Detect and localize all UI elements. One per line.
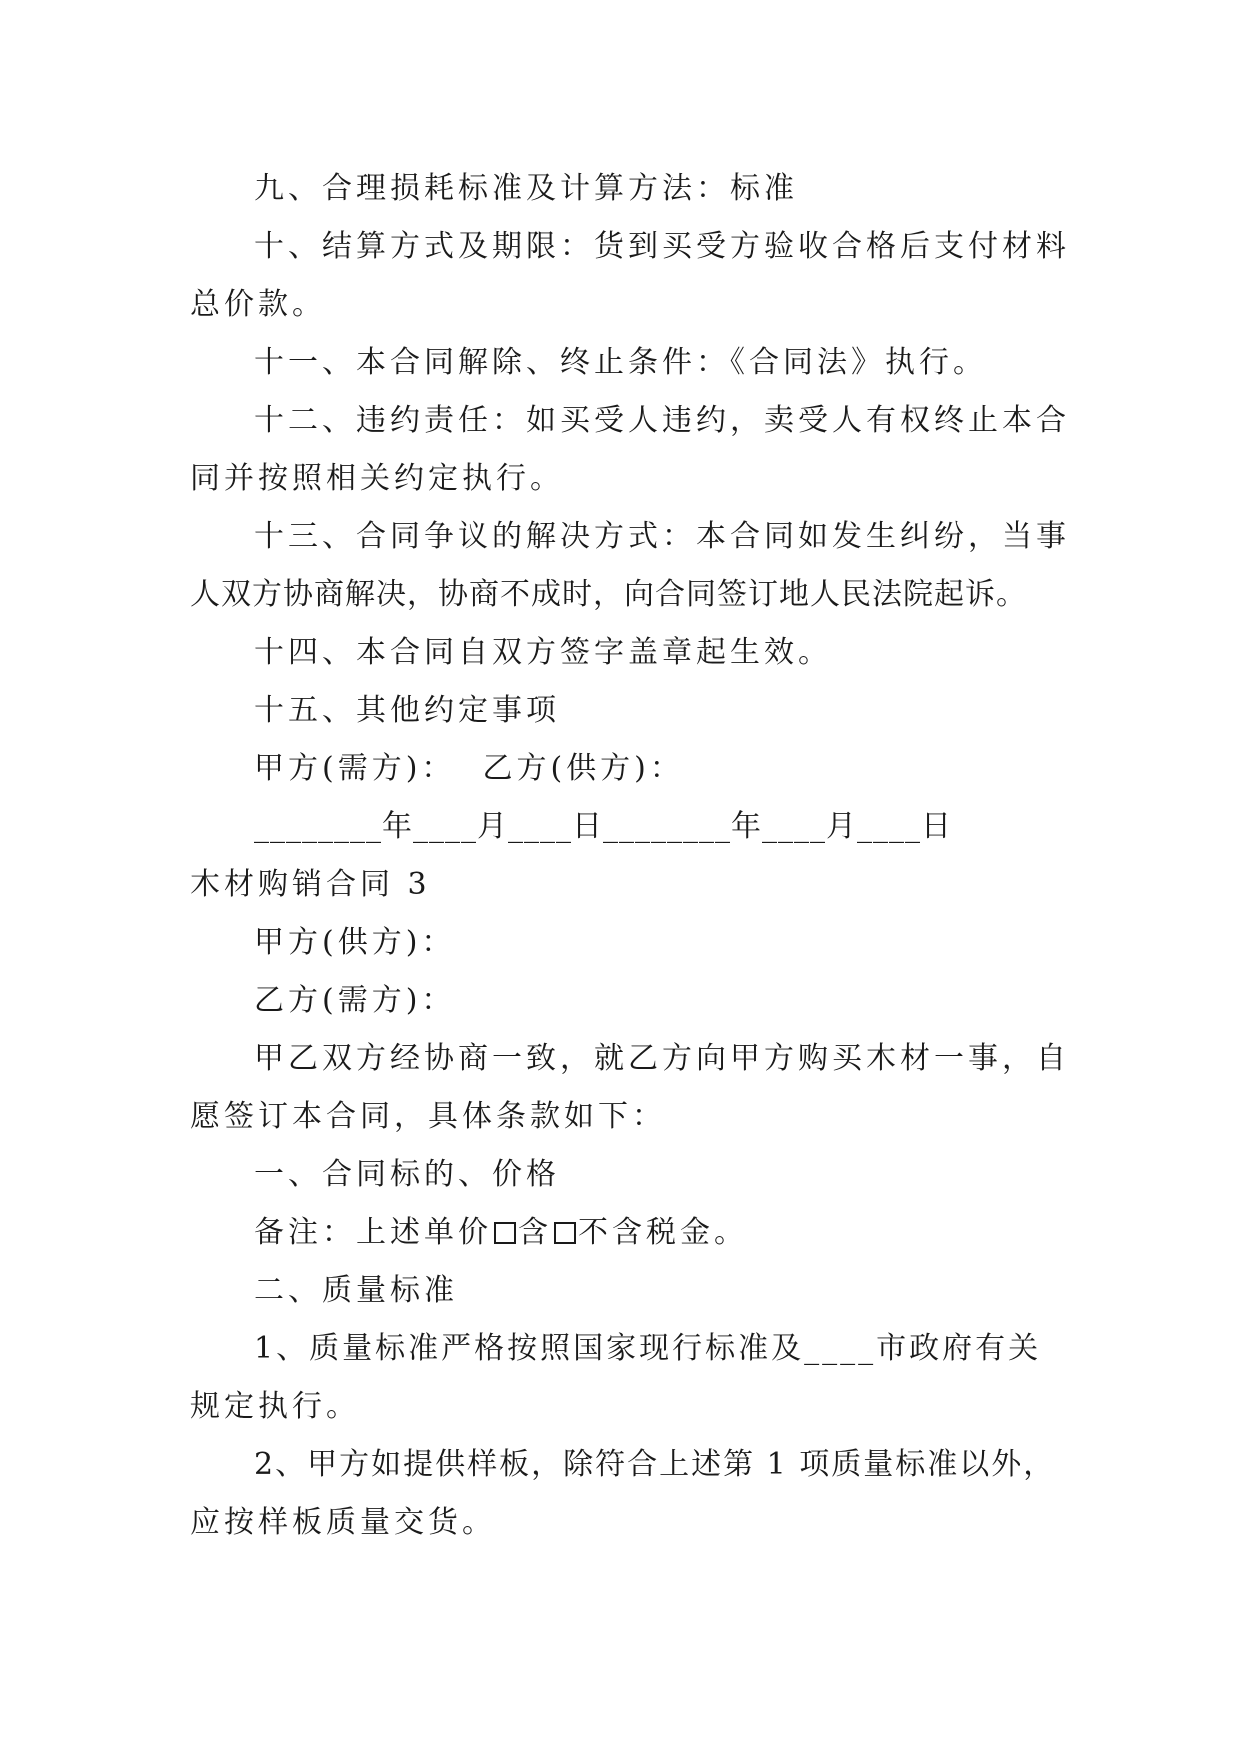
quality-1-line-2: 规定执行。 xyxy=(190,1389,360,1424)
quality-2-line-2: 应按样板质量交货。 xyxy=(190,1505,496,1540)
clause-10-line-1: 十、结算方式及期限：货到买受方验收合格后支付材料 xyxy=(254,229,1070,264)
clause-9: 九、合理损耗标准及计算方法：标准 xyxy=(254,171,798,206)
clause-12-line-2: 同并按照相关约定执行。 xyxy=(190,461,564,496)
tax-note xyxy=(190,1204,1050,1262)
section-2-heading: 二、质量标准 xyxy=(254,1273,458,1308)
tax-note-prefix: 备注：上述单价 xyxy=(254,1215,492,1250)
clause-12-line-1: 十二、违约责任：如买受人违约，卖受人有权终止本合 xyxy=(254,403,1070,438)
clause-13-line-2: 人双方协商解决，协商不成时，向合同签订地人民法院起诉。 xyxy=(190,577,1027,612)
party-b-buyer: 乙方(需方)： xyxy=(254,983,456,1018)
clause-13-line-1: 十三、合同争议的解决方式：本合同如发生纠纷，当事 xyxy=(254,519,1070,554)
quality-2-line-1: 2、甲方如提供样板，除符合上述第 1 项质量标准以外， xyxy=(254,1447,1056,1482)
party-a-supplier: 甲方(供方)： xyxy=(254,925,456,960)
section-1-heading: 一、合同标的、价格 xyxy=(254,1157,560,1192)
signature-dates: ________年____月____日________年____月____日 xyxy=(254,809,952,844)
quality-1-line-1: 1、质量标准严格按照国家现行标准及____市政府有关 xyxy=(254,1331,1042,1366)
intro-line-1: 甲乙双方经协商一致，就乙方向甲方购买木材一事，自 xyxy=(254,1041,1070,1076)
contract-title: 木材购销合同 3 xyxy=(190,867,431,902)
clause-10-line-2: 总价款。 xyxy=(190,287,326,322)
intro-line-2: 愿签订本合同，具体条款如下： xyxy=(190,1099,666,1134)
tax-included-label: 含 xyxy=(518,1215,552,1250)
tax-excluded-label: 不含税金。 xyxy=(578,1215,748,1250)
tax-excluded-checkbox[interactable] xyxy=(554,1222,576,1244)
clause-15: 十五、其他约定事项 xyxy=(254,693,560,728)
document-body xyxy=(190,160,1070,1552)
tax-included-checkbox[interactable] xyxy=(494,1222,516,1244)
clause-14: 十四、本合同自双方签字盖章起生效。 xyxy=(254,635,832,670)
clause-11: 十一、本合同解除、终止条件：《合同法》执行。 xyxy=(254,345,987,380)
signature-parties: 甲方(需方)： 乙方(供方)： xyxy=(254,751,684,786)
